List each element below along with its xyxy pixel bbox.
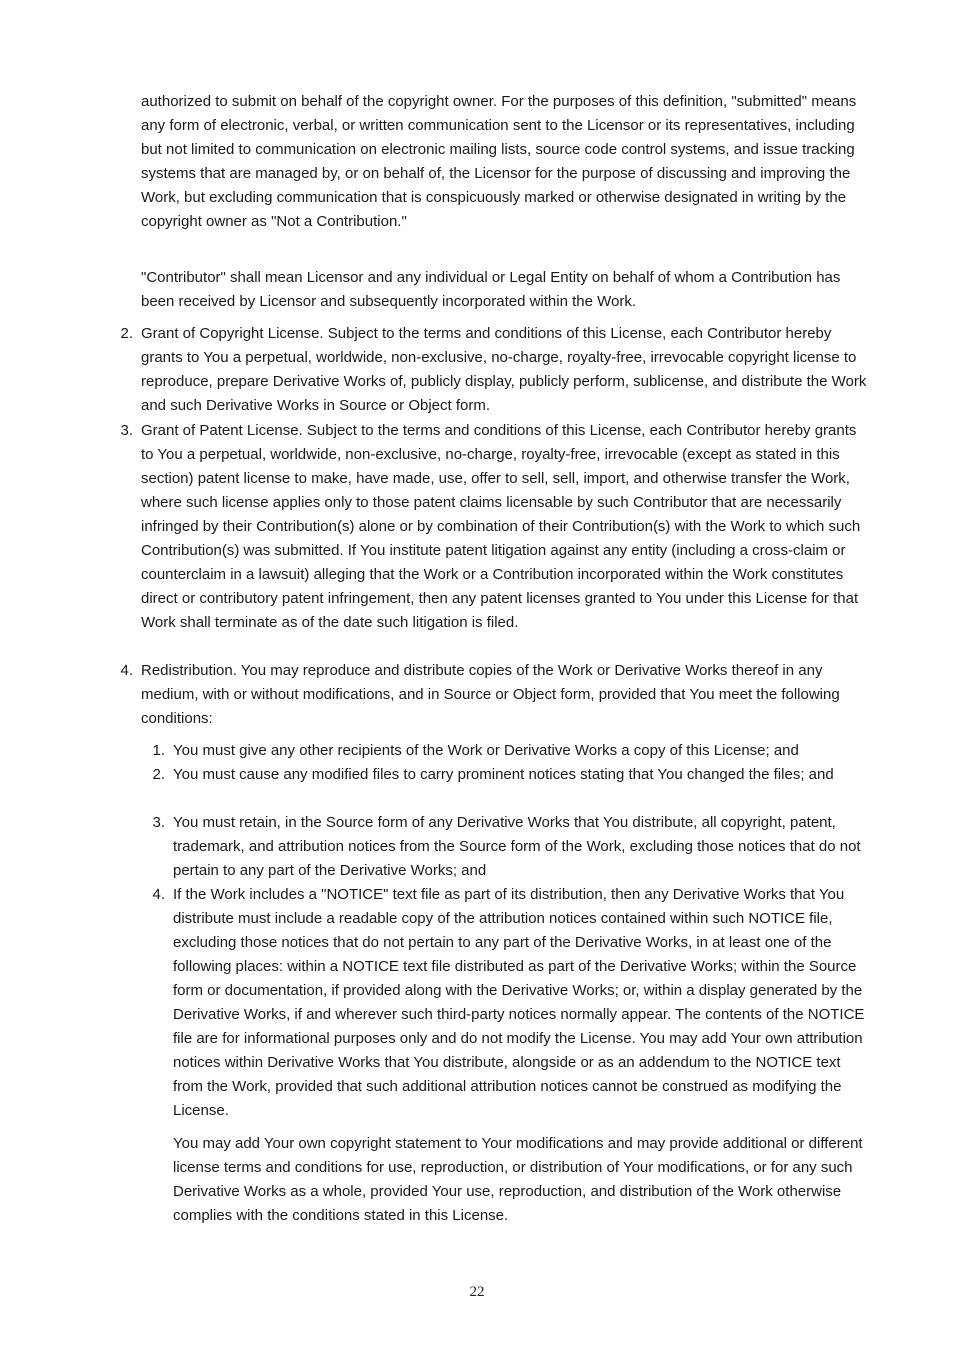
section-2-number: 2. — [120, 325, 133, 342]
section-2-text: Grant of Copyright License. Subject to the terms and conditions of this License, each Contributor hereby grants to You a perpetual, worldwide, non-exclusive, no-charge, royalty-free, irrevocable copyright license to reproduce, prepare Derivative Works of, publicly display, publicly perform, sublicense, and distribute the Work and such Derivative Works in Source or Object form. — [141, 325, 867, 414]
section-4-number: 4. — [120, 662, 133, 679]
section-3-number: 3. — [120, 422, 133, 439]
section-3-text: Grant of Patent License. Subject to the terms and conditions of this License, each Contributor hereby grants to You a perpetual, worldwide, non-exclusive, no-charge, royalty-free, irrevocable (except as stated in this section) patent license to make, have made, use, offer to sell, sell, import, and otherwise transfer the Work, where such license applies only to those patent claims licensable by such Contributor that are necessarily infringed by their Contribution(s) alone or by combination of their Contribution(s) with the Work to which such Contribution(s) was submitted. If You institute patent litigation against any entity (including a cross-claim or counterclaim in a lawsuit) alleging that the Work or a Contribution incorporated within the Work constitutes direct or contributory patent infringement, then any patent licenses granted to You under this License for that Work shall terminate as of the date such litigation is filed. — [141, 422, 861, 631]
subitem-2-text: You must cause any modified files to carry prominent notices stating that You changed the files; and — [173, 766, 834, 783]
page-number: 22 — [469, 1284, 485, 1300]
section-4-text: Redistribution. You may reproduce and distribute copies of the Work or Derivative Works thereof in any medium, with or without modifications, and in Source or Object form, provided that You meet the following conditions: — [141, 662, 840, 727]
subitem-1-text: You must give any other recipients of the Work or Derivative Works a copy of this License; and — [173, 742, 799, 759]
intro-paragraph-submitted: authorized to submit on behalf of the copyright owner. For the purposes of this definition, "submitted" means any form of electronic, verbal, or written communication sent to the Licensor or its representatives, including but not limited to communication on electronic mailing lists, source code control systems, and issue tracking systems that are managed by, or on behalf of, the Licensor for the purpose of discussing and improving the Work, but excluding communication that is conspicuously marked or otherwise designated in writing by the copyright owner as "Not a Contribution." — [141, 93, 857, 230]
subitem-4-number: 4. — [152, 886, 165, 903]
subitem-3-text: You must retain, in the Source form of any Derivative Works that You distribute, all copyright, patent, trademark, and attribution notices from the Source form of the Work, excluding those notices that do not pertain to any part of the Derivative Works; and — [173, 814, 861, 879]
subitem-1-number: 1. — [152, 742, 165, 759]
subitem-4-text: If the Work includes a "NOTICE" text file as part of its distribution, then any Derivative Works that You distribute must include a readable copy of the attribution notices contained within such NOTICE file, excluding those notices that do not pertain to any part of the Derivative Works, in at least one of the following places: within a NOTICE text file distributed as part of the Derivative Works; within the Source form or documentation, if provided along with the Derivative Works; or, within a display generated by the Derivative Works, if and wherever such third-party notices normally appear. The contents of the NOTICE file are for informational purposes only and do not modify the License. You may add Your own attribution notices within Derivative Works that You distribute, alongside or as an addendum to the NOTICE text from the Work, provided that such additional attribution notices cannot be construed as modifying the License. — [173, 886, 865, 1119]
closing-paragraph: You may add Your own copyright statement to Your modifications and may provide additional or different license terms and conditions for use, reproduction, or distribution of Your modifications, or for any such Derivative Works as a whole, provided Your use, reproduction, and distribution of the Work otherwise complies with the conditions stated in this License. — [173, 1135, 863, 1224]
subitem-2-number: 2. — [152, 766, 165, 783]
intro-paragraph-contributor: "Contributor" shall mean Licensor and any individual or Legal Entity on behalf of whom a Contribution has been received by Licensor and subsequently incorporated within the Work. — [141, 269, 841, 310]
subitem-3-number: 3. — [152, 814, 165, 831]
